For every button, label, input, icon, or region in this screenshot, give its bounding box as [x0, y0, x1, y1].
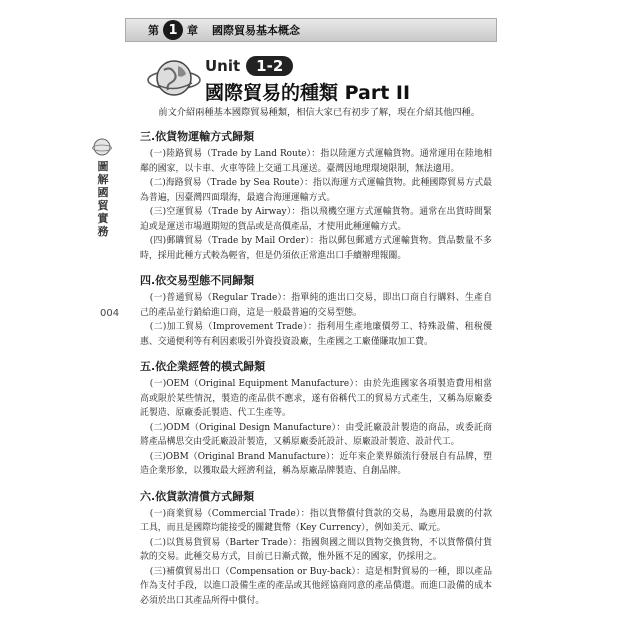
page-number: 004 — [100, 308, 120, 319]
paragraph: (二)海路貿易（Trade by Sea Route）：指以海運方式運輸貨物。此種國際貿易方式最為普遍，因臺灣四面環海，最適合海運運輸方式。 — [140, 178, 492, 203]
book-title-vertical: 圖解國貿實務 — [97, 160, 109, 238]
chapter-title: 國際貿易基本概念 — [212, 24, 300, 37]
paragraph: (四)郵購貿易（Trade by Mail Order）：指以郵包郵遞方式運輸貨物。貨品數量不多時，採用此種方式較為輕省，但是仍須依正常進出口手續辦理報關。 — [140, 236, 492, 261]
paragraph: (三)補償貿易出口（Compensation or Buy-back）：這是相對貿易的一種，即以產品作為支付手段，以進口設備生產的產品或其他經協商同意的產品償還。而進口設備的成本必須於出口其產品所得中償付。 — [140, 566, 492, 606]
paragraph: (二)加工貿易（Improvement Trade）：指利用生產地廉價勞工、特殊設備、租稅優惠、交通便利等有利因素吸引外資投資設廠，生產國之工廠僅賺取加工費。 — [140, 322, 492, 347]
page-title: 國際貿易的種類 Part II — [205, 82, 411, 104]
unit-label — [205, 56, 293, 76]
globe-small-icon — [92, 137, 112, 157]
chapter-suffix: 章 — [187, 24, 198, 37]
content-body — [140, 106, 492, 617]
paragraph: (一)OEM（Original Equipment Manufacture）：由於先進國家各項製造費用相當高或限於某些情況，製造的產品供不應求，遂有俗稱代工的貿易方式產生，又稱為原廠委託製造、原廠委託製造、代工生產等。 — [140, 379, 492, 418]
section-title: 四.依交易型態不同歸類 — [140, 274, 255, 287]
paragraph: (一)陸路貿易（Trade by Land Route）：指以陸運方式運輸貨物。通常運用在陸地相鄰的國家，以卡車、火車等陸上交通工具運送。臺灣因地理環境限制，無法適用。 — [140, 149, 492, 174]
paragraph: (三)空運貿易（Trade by Airway）：指以飛機空運方式運輸貨物。通常在出貨時間緊迫或是運送市場週期短的貨品或是高價產品，才使用此種運輸方式。 — [140, 207, 492, 232]
unit-number: 1-2 — [246, 56, 293, 76]
paragraph: (二)以貨易貨貿易（Barter Trade）：指國與國之間以貨物交換貨物，不以貨幣償付貨款的交易。此種交易方式，目前已日漸式微，惟外匯不足的國家，仍採用之。 — [140, 537, 492, 562]
chapter-prefix: 第 — [148, 24, 159, 37]
intro-paragraph: 前文介紹兩種基本國際貿易種類，相信大家已有初步了解，現在介紹其他四種。 — [158, 107, 480, 118]
paragraph: (一)商業貿易（Commercial Trade）：指以貨幣償付貨款的交易，為應用最廣的付款工具，而且是國際均能接受的關鍵貨幣（Key Currency），例如美元、歐元。 — [140, 508, 492, 533]
paragraph: (三)OBM（Original Brand Manufacture）：近年來企業界頗流行發展自有品牌，塑造企業形象，以獲取最大經濟利益，稱為原廠品牌製造、自創品牌。 — [140, 451, 492, 476]
section-title: 五.依企業經營的模式歸類 — [140, 360, 266, 373]
section-title: 三.依貨物運輸方式歸類 — [140, 130, 255, 143]
paragraph: (一)普通貿易（Regular Trade）：指單純的進出口交易，即出口商自行購料、生產自己的產品並行銷給進口商，這是一般最普遍的交易型態。 — [140, 293, 492, 318]
section-payment — [140, 488, 492, 609]
section-trade-type — [140, 272, 492, 349]
unit-word: Unit — [205, 57, 241, 75]
section-business-model — [140, 358, 492, 479]
paragraph: (二)ODM（Original Design Manufacture）：由受託廠設計製造的商品，或委託商將產品構思交由受託廠設計製造，又稱原廠委託設計、原廠設計製造、設計代工。 — [140, 422, 492, 447]
chapter-header-bar — [125, 18, 497, 42]
chapter-number-badge: 1 — [163, 20, 183, 40]
globe-icon — [146, 50, 202, 106]
section-title: 六.依貨款清償方式歸類 — [140, 489, 255, 503]
section-transport — [140, 128, 492, 263]
